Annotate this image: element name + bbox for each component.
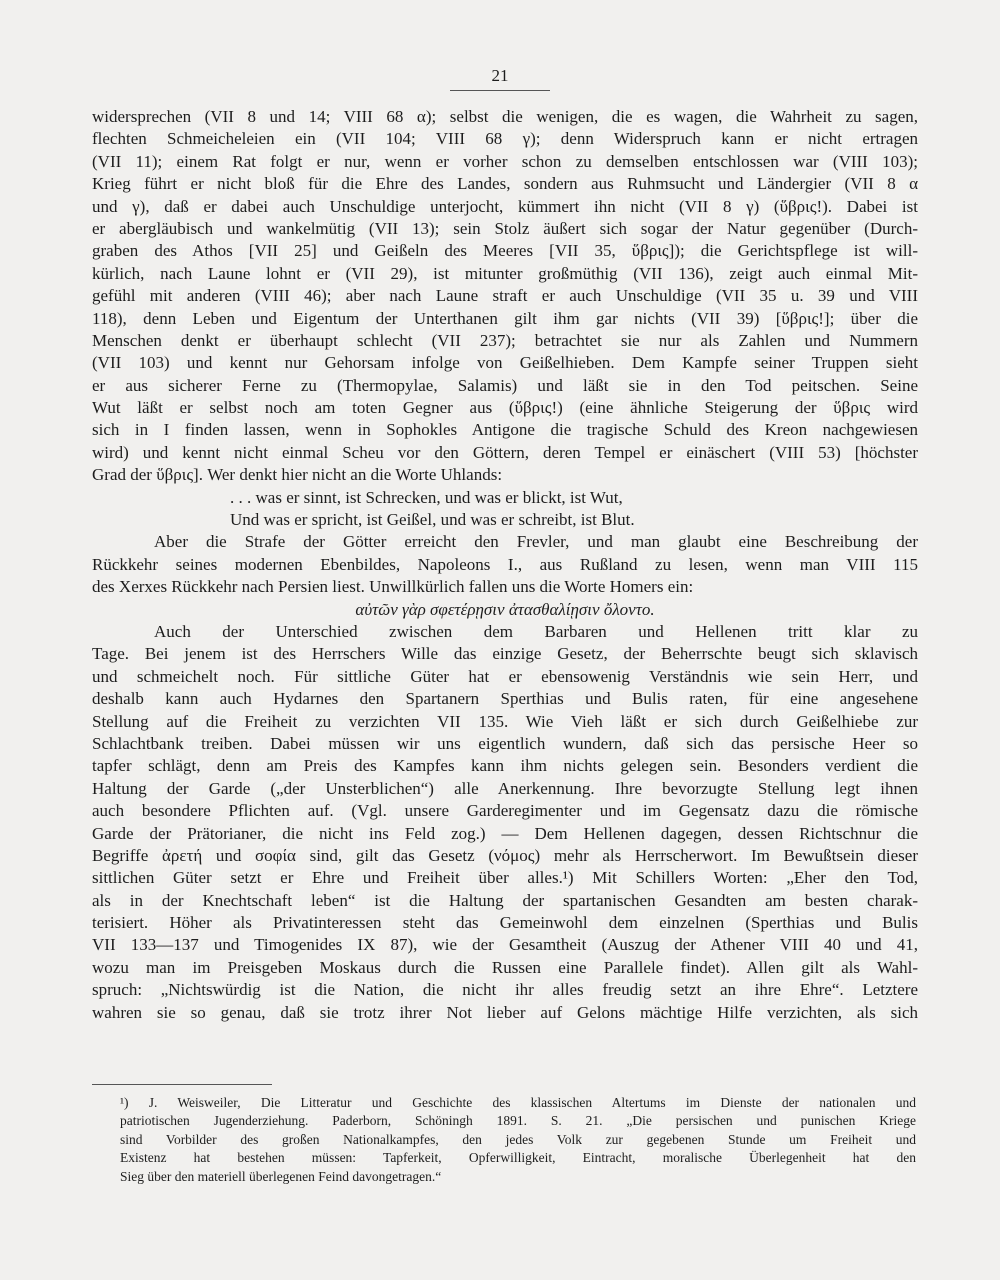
text-line: als in der Knechtschaft leben“ ist die Haltung der spartanischen Gesandten am besten charak- bbox=[92, 890, 918, 910]
text-line: Schlachtbank treiben. Dabei müssen wir uns eigentlich wundern, daß sich das persische Heer so bbox=[92, 733, 918, 753]
page-number-rule bbox=[450, 90, 550, 91]
text-line: Menschen denkt er überhaupt schlecht (VII 237); betrachtet sie nur als Zahlen und Nummern bbox=[92, 330, 918, 350]
text-line: widersprechen (VII 8 und 14; VIII 68 α); selbst die wenigen, die es wagen, die Wahrheit zu sagen, bbox=[92, 107, 918, 126]
text-line: Grad der ὕβρις]. Wer denkt hier nicht an die Worte Uhlands: bbox=[92, 465, 503, 485]
text-line: wozu man im Preisgeben Moskaus durch die Russen eine Parallele findet). Allen gilt als Wahl- bbox=[92, 957, 918, 977]
text-line: Tage. Bei jenem ist des Herrschers Wille das einzige Gesetz, der Beherrschte beugt sich sklavisch bbox=[92, 644, 918, 664]
text-line: Aber die Strafe der Götter erreicht den Frevler, und man glaubt eine Beschreibung der bbox=[154, 532, 918, 552]
footnote-line: sind Vorbilder des großen Nationalkampfes, den jedes Volk zur gegebenen Stunde um Freiheit und bbox=[120, 1131, 916, 1147]
text-line: VII 133—137 und Timogenides IX 87), wie der Gesamtheit (Auszug der Athener VIII 40 und 41, bbox=[92, 935, 918, 955]
text-line: wird) und kennt nicht einmal Scheu vor den Göttern, deren Tempel er einäschert (VIII 53) [höchster bbox=[92, 442, 918, 462]
text-line: gefühl mit anderen (VIII 46); aber nach Laune straft er auch Unschuldige (VII 35 u. 39 und VIII bbox=[92, 286, 918, 306]
verse-line: . . . was er sinnt, ist Schrecken, und was er blickt, ist Wut, bbox=[230, 487, 623, 507]
text-line: er abergläubisch und wankelmütig (VII 13); sein Stolz äußert sich sogar der Natur gegenüber (Durch- bbox=[92, 218, 918, 238]
footnote-line: patriotischen Jugenderziehung. Paderborn, Schöningh 1891. S. 21. „Die persischen und punischen Kriege bbox=[120, 1113, 916, 1129]
text-line: Haltung der Garde („der Unsterblichen“) alle Anerkennung. Ihre bevorzugte Stellung legt ihnen bbox=[92, 778, 918, 798]
text-line: Rückkehr seines modernen Ebenbildes, Napoleons I., aus Rußland zu lesen, wenn man VIII 115 bbox=[92, 554, 918, 574]
uhland-verse bbox=[92, 487, 918, 532]
footnote-rule bbox=[92, 1084, 272, 1085]
text-line: (VII 103) und kennt nur Gehorsam infolge von Geißelhieben. Dem Kampfe seiner Truppen sieht bbox=[92, 353, 918, 373]
text-line: sich in I finden lassen, wenn in Sophokles Antigone die tragische Schuld des Kreon nachgewiesen bbox=[92, 420, 918, 440]
footnote-line: Existenz hat bestehen müssen: Tapferkeit, Opferwilligkeit, Eintracht, moralische Überlegenheit hat den bbox=[120, 1150, 916, 1166]
verse-line: Und was er spricht, ist Geißel, und was er schreibt, ist Blut. bbox=[230, 510, 635, 530]
text-line: und γ), daß er dabei auch Unschuldige unterjocht, kümmert ihn nicht (VII 8 γ) (ὕβρις!). Dabei ist bbox=[92, 196, 918, 216]
text-line: Garde der Prätorianer, die nicht ins Feld zog.) — Dem Hellenen dagegen, dessen Richtschnur die bbox=[92, 823, 918, 843]
text-line: auch besondere Pflichten auf. (Vgl. unsere Garderegimenter und im Gegensatz dazu die römische bbox=[92, 801, 918, 821]
footnote-line: Sieg über den materiell überlegenen Feind davongetragen.“ bbox=[120, 1168, 442, 1184]
text-line: er aus sicherer Ferne zu (Thermopylae, Salamis) und läßt sie in den Tod peitschen. Seine bbox=[92, 375, 918, 395]
text-line: (VII 11); einem Rat folgt er nur, wenn er vorher schon zu demselben entschlossen war (VIII 103); bbox=[92, 151, 918, 171]
text-line: kürlich, nach Laune lohnt er (VII 29), ist mitunter großmüthig (VII 136), zeigt auch einmal Mit- bbox=[92, 263, 918, 283]
text-line: flechten Schmeicheleien ein (VII 104; VIII 68 γ); denn Widerspruch kann er nicht ertragen bbox=[92, 129, 918, 149]
text-line: spruch: „Nichtswürdig ist die Nation, die nicht ihr alles freudig setzt an ihre Ehre“. Letztere bbox=[92, 980, 918, 1000]
paragraph-1 bbox=[92, 106, 918, 487]
text-line: graben des Athos [VII 25] und Geißeln des Meeres [VII 35, ὕβρις]); die Gerichtspflege ist will- bbox=[92, 241, 918, 261]
body-text bbox=[92, 106, 918, 1024]
paragraph-3 bbox=[92, 621, 918, 1024]
text-line: sittlichen Güter setzt er Ehre und Freiheit über alles.¹) Mit Schillers Worten: „Eher den Tod, bbox=[92, 868, 918, 888]
footnote bbox=[120, 1094, 916, 1186]
text-line: Wut läßt er selbst noch am toten Gegner aus (ὕβρις!) (eine ähnliche Steigerung der ὕβρις wird bbox=[92, 398, 918, 418]
text-line: tapfer schlägt, denn am Preis des Kampfes kann ihm nichts gelegen sein. Besonders verdient die bbox=[92, 756, 918, 776]
text-line: Begriffe ἀρετή und σοφία sind, gilt das Gesetz (νόμος) mehr als Herrscherwort. Im Bewußtsein dieser bbox=[92, 845, 918, 865]
text-line: terisiert. Höher als Privatinteressen steht das Gemeinwohl dem einzelnen (Sperthias und Bulis bbox=[92, 913, 918, 933]
text-line: Stellung auf die Freiheit zu verzichten VII 135. Wie Vieh läßt er sich durch Geißelhiebe zur bbox=[92, 711, 918, 731]
text-line: 118), denn Leben und Eigentum der Unterthanen gilt ihm gar nichts (VII 39) [ὕβρις!]; über die bbox=[92, 308, 918, 328]
paragraph-2 bbox=[92, 531, 918, 598]
text-line: des Xerxes Rückkehr nach Persien liest. Unwillkürlich fallen uns die Worte Homers ein: bbox=[92, 577, 694, 597]
page-number: 21 bbox=[491, 66, 509, 85]
footnote-line: ¹) J. Weisweiler, Die Litteratur und Geschichte des klassischen Altertums im Dienste der nationalen und bbox=[120, 1095, 916, 1110]
text-line: Auch der Unterschied zwischen dem Barbaren und Hellenen tritt klar zu bbox=[154, 621, 918, 641]
text-line: wahren sie so genau, daß sie trotz ihrer Not lieber auf Gelons mächtige Hilfe verzichten, als sich bbox=[92, 1002, 918, 1022]
text-line: und schmeichelt noch. Für sittliche Güter hat er ebensowenig Verständnis wie sein Herr, und bbox=[92, 666, 918, 686]
text-line: Krieg führt er nicht bloß für die Ehre des Landes, sondern aus Ruhmsucht und Ländergier (VII 8 α bbox=[92, 174, 918, 194]
homer-quote: αὐτῶν γὰρ σφετέρῃσιν ἀτασθαλίῃσιν ὄλοντο. bbox=[355, 599, 655, 619]
text-line: deshalb kann auch Hydarnes den Spartanern Sperthias und Bulis raten, für eine angesehene bbox=[92, 689, 918, 709]
